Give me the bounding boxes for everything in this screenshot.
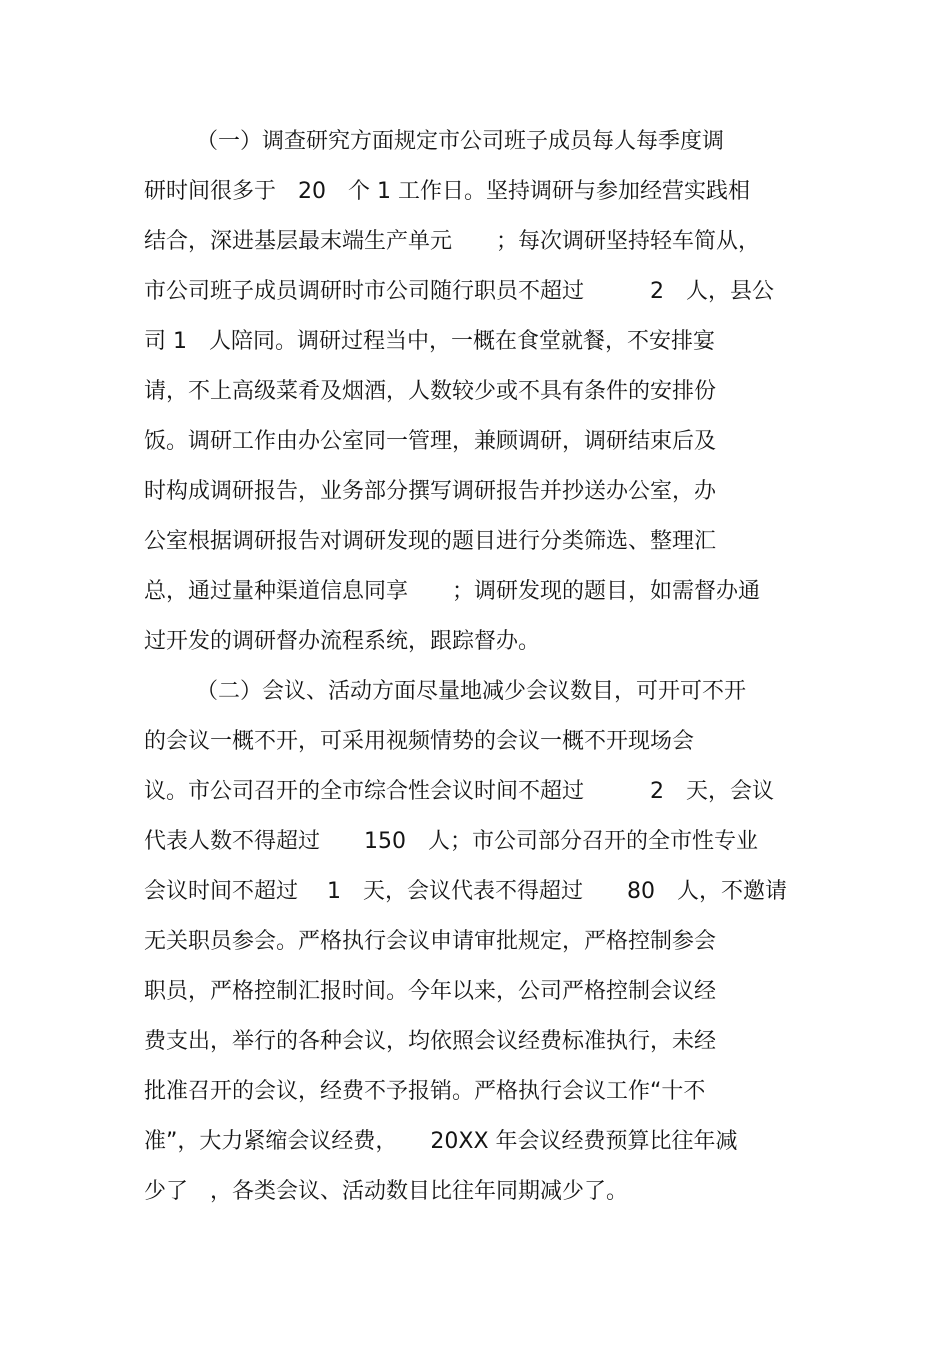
paragraph-1-line-3: 结合，深进基层最末端生产单元 ；每次调研坚持轻车简从， <box>144 229 761 254</box>
paragraph-2-line-10: 准”，大力紧缩会议经费， 20XX 年会议经费预算比往年减 <box>144 1129 738 1154</box>
paragraph-2-line-2: 的会议一概不开，可采用视频情势的会议一概不开现场会 <box>144 729 695 754</box>
paragraph-2-line-6: 无关职员参会。严格执行会议申请审批规定，严格控制参会 <box>144 929 717 954</box>
paragraph-1-line-9: 公室根据调研报告对调研发现的题目进行分类筛选、整理汇 <box>144 529 717 554</box>
paragraph-2-line-1: （二）会议、活动方面尽量地减少会议数目，可开可不开 <box>196 679 747 704</box>
paragraph-1-line-10: 总，通过量种渠道信息同享 ；调研发现的题目，如需督办通 <box>144 579 761 604</box>
paragraph-2-line-11: 少了 ，各类会议、活动数目比往年同期减少了。 <box>144 1179 629 1204</box>
paragraph-1-line-1: （一）调查研究方面规定市公司班子成员每人每季度调 <box>196 129 725 154</box>
paragraph-2-line-7: 职员，严格控制汇报时间。今年以来，公司严格控制会议经 <box>144 979 717 1004</box>
paragraph-1-line-2: 研时间很多于 20 个 1 工作日。坚持调研与参加经营实践相 <box>144 179 750 204</box>
paragraph-1-line-7: 饭。调研工作由办公室同一管理，兼顾调研，调研结束后及 <box>144 429 717 454</box>
paragraph-2-line-3: 议。市公司召开的全市综合性会议时间不超过 2 天，会议 <box>144 779 774 804</box>
paragraph-1-line-5: 司 1 人陪同。调研过程当中，一概在食堂就餐，不安排宴 <box>144 329 715 354</box>
paragraph-2-line-4: 代表人数不得超过 150 人；市公司部分召开的全市性专业 <box>144 829 758 854</box>
paragraph-1-line-11: 过开发的调研督办流程系统，跟踪督办。 <box>144 629 541 654</box>
paragraph-2-line-8: 费支出，举行的各种会议，均依照会议经费标准执行，未经 <box>144 1029 717 1054</box>
paragraph-1-line-8: 时构成调研报告，业务部分撰写调研报告并抄送办公室，办 <box>144 479 717 504</box>
paragraph-1-line-4: 市公司班子成员调研时市公司随行职员不超过 2 人，县公 <box>144 279 774 304</box>
paragraph-2-line-9: 批准召开的会议，经费不予报销。严格执行会议工作“十不 <box>144 1079 706 1104</box>
paragraph-1-line-6: 请，不上高级菜肴及烟酒，人数较少或不具有条件的安排份 <box>144 379 717 404</box>
paragraph-2-line-5: 会议时间不超过 1 天，会议代表不得超过 80 人，不邀请 <box>144 879 787 904</box>
